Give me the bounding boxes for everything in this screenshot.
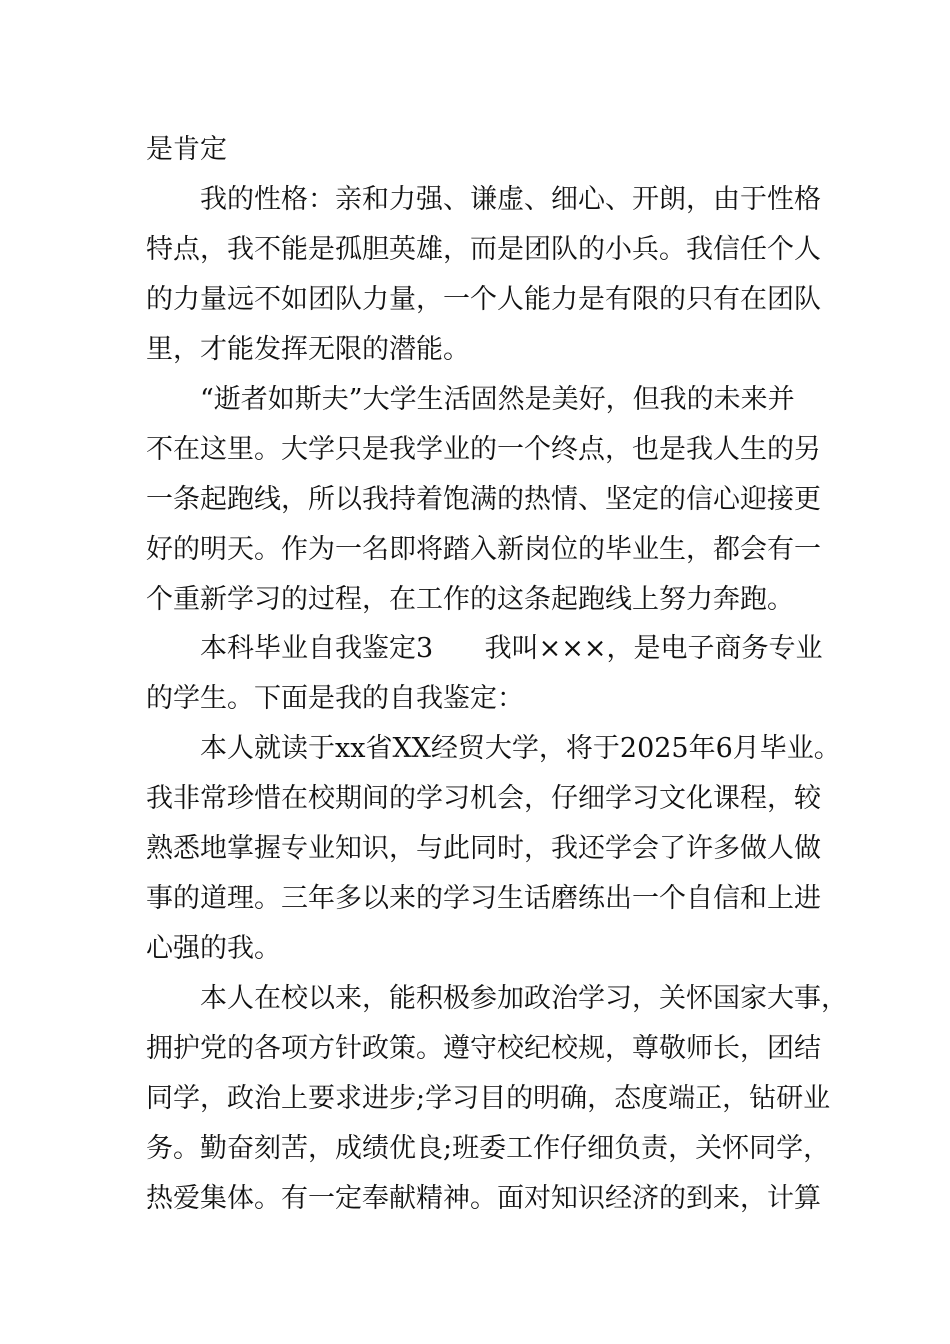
text-line: 一条起跑线，所以我持着饱满的热情、坚定的信心迎接更	[146, 484, 821, 515]
text-line: 本人在校以来，能积极参加政治学习，关怀国家大事，	[200, 983, 848, 1014]
text-line: 拥护党的各项方针政策。遵守校纪校规，尊敬师长，团结	[146, 1033, 821, 1064]
text-line: 心强的我。	[146, 933, 281, 964]
text-line: 务。勤奋刻苦，成绩优良;班委工作仔细负责，关怀同学，	[146, 1133, 831, 1164]
text-line: 我非常珍惜在校期间的学习机会，仔细学习文化课程，较	[146, 783, 821, 814]
text-line: 好的明天。作为一名即将踏入新岗位的毕业生，都会有一	[146, 534, 821, 565]
text-line: 的力量远不如团队力量，一个人能力是有限的只有在团队	[146, 284, 821, 315]
text-line: 是肯定	[146, 134, 227, 165]
text-line: 不在这里。大学只是我学业的一个终点，也是我人生的另	[146, 434, 821, 465]
text-line: 我的性格：亲和力强、谦虚、细心、开朗，由于性格	[200, 184, 821, 215]
text-line: 事的道理。三年多以来的学习生话磨练出一个自信和上进	[146, 883, 821, 914]
text-line: “逝者如斯夫”大学生活固然是美好，但我的未来并	[200, 384, 795, 415]
text-line: 的学生。下面是我的自我鉴定：	[146, 683, 524, 714]
text-line: 个重新学习的过程，在工作的这条起跑线上努力奔跑。	[146, 584, 794, 615]
text-line: 里，才能发挥无限的潜能。	[146, 334, 470, 365]
text-line: 熟悉地掌握专业知识，与此同时，我还学会了许多做人做	[146, 833, 821, 864]
text-line: 同学，政治上要求进步;学习目的明确，态度端正，钻研业	[146, 1083, 831, 1114]
text-line: 特点，我不能是孤胆英雄，而是团队的小兵。我信任个人	[146, 234, 821, 265]
text-line: 热爱集体。有一定奉献精神。面对知识经济的到来，计算	[146, 1183, 821, 1214]
text-line: 本人就读于xx省XX经贸大学，将于2025年6月毕业。	[200, 733, 841, 764]
text-line: 本科毕业自我鉴定3 我叫×××，是电子商务专业	[200, 633, 823, 664]
